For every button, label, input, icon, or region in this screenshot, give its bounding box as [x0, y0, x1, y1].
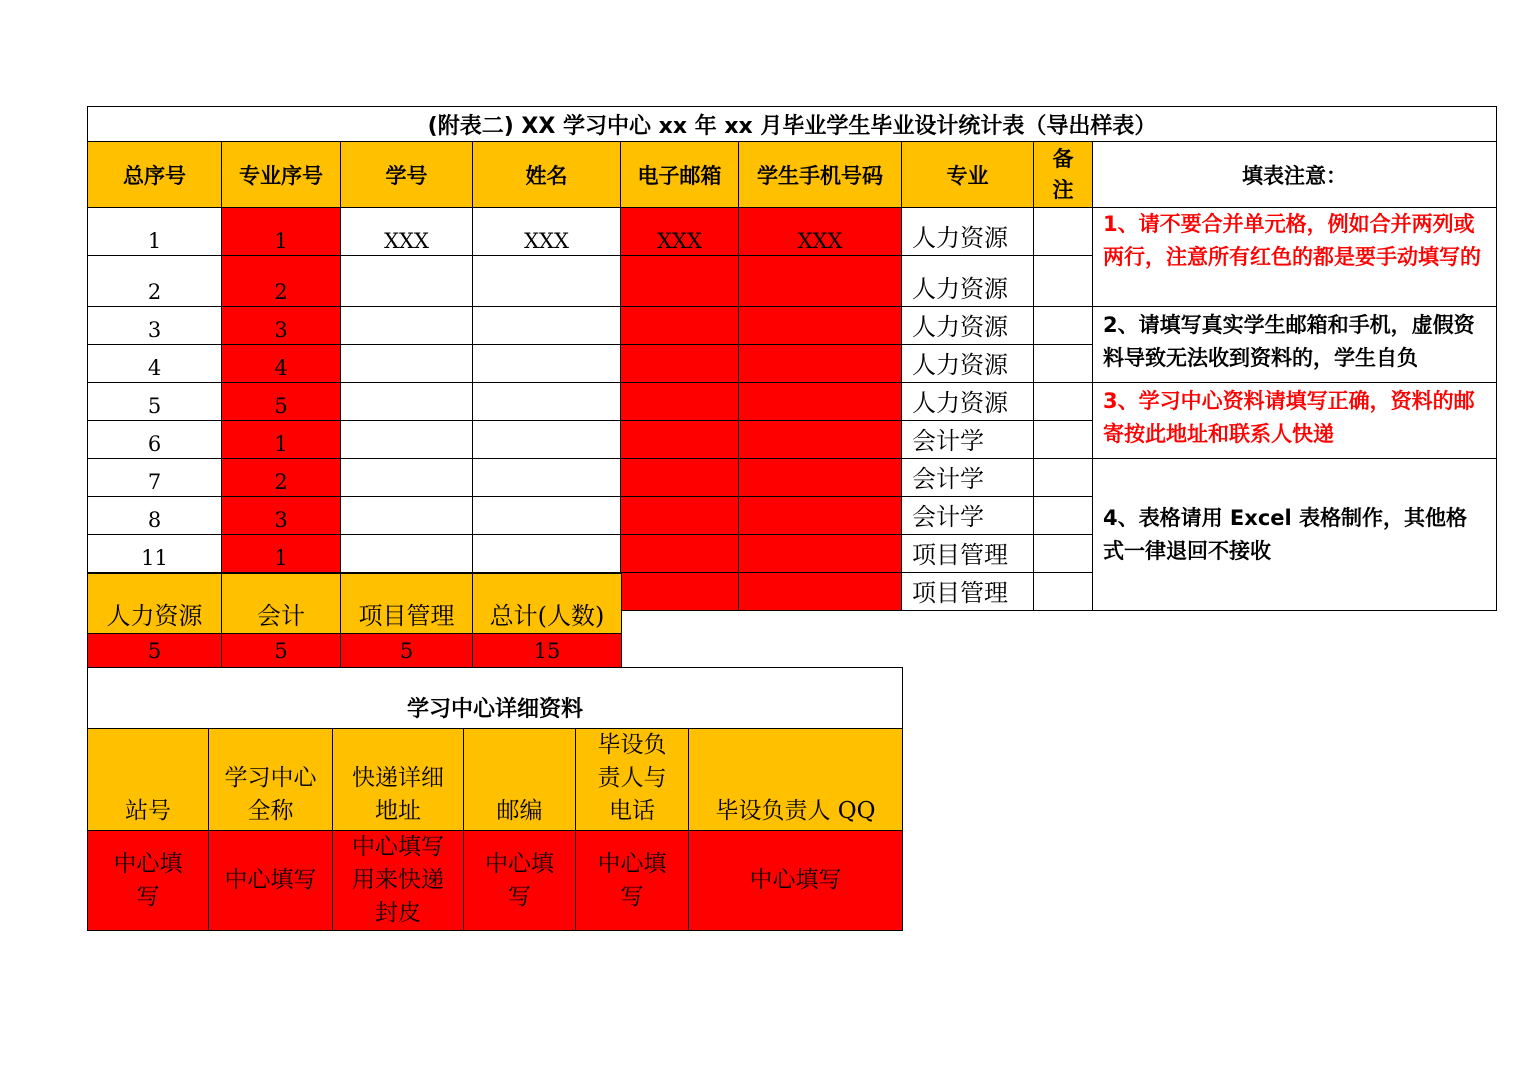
cell-student-id[interactable]	[341, 345, 473, 383]
header-email: 电子邮箱	[621, 142, 739, 208]
cell-remark[interactable]	[1034, 256, 1093, 307]
center-value-station[interactable]: 中心填写	[88, 831, 209, 931]
cell-phone[interactable]	[739, 256, 902, 307]
cell-phone[interactable]	[739, 307, 902, 345]
summary-label-accounting: 会计	[222, 574, 341, 634]
cell-major[interactable]: 项目管理	[902, 573, 1034, 611]
note-1: 1、请不要合并单元格，例如合并两列或两行，注意所有红色的都是要手动填写的	[1093, 208, 1497, 307]
cell-student-id[interactable]	[341, 307, 473, 345]
table-row	[88, 307, 1497, 345]
cell-remark[interactable]	[1034, 535, 1093, 573]
cell-name[interactable]	[473, 459, 621, 497]
cell-remark[interactable]	[1034, 208, 1093, 256]
cell-major[interactable]: 人力资源	[902, 383, 1034, 421]
cell-student-id[interactable]	[341, 535, 473, 573]
cell-student-id[interactable]	[341, 256, 473, 307]
note-2: 2、请填写真实学生邮箱和手机，虚假资料导致无法收到资料的，学生自负	[1093, 307, 1497, 383]
cell-major[interactable]: 会计学	[902, 459, 1034, 497]
cell-remark[interactable]	[1034, 459, 1093, 497]
summary-label-total: 总计(人数)	[473, 574, 622, 634]
center-header-contact: 毕设负责人与电话	[576, 729, 689, 831]
cell-remark[interactable]	[1034, 497, 1093, 535]
header-remark	[1034, 142, 1093, 208]
cell-seq[interactable]: 8	[88, 497, 222, 535]
cell-name[interactable]	[473, 307, 621, 345]
cell-seq[interactable]: 5	[88, 383, 222, 421]
cell-name[interactable]	[473, 497, 621, 535]
cell-email[interactable]	[621, 497, 739, 535]
cell-major-seq[interactable]: 1	[222, 421, 341, 459]
center-value-qq[interactable]: 中心填写	[689, 831, 903, 931]
cell-major[interactable]: 项目管理	[902, 535, 1034, 573]
cell-phone[interactable]	[739, 497, 902, 535]
cell-major[interactable]: 人力资源	[902, 256, 1034, 307]
cell-name[interactable]	[473, 345, 621, 383]
center-title: 学习中心详细资料	[88, 668, 903, 729]
summary-value-total[interactable]: 15	[473, 634, 622, 668]
cell-email[interactable]	[621, 535, 739, 573]
center-value-fullname[interactable]: 中心填写	[209, 831, 333, 931]
summary-value-pm[interactable]: 5	[341, 634, 473, 668]
cell-email[interactable]: XXX	[621, 208, 739, 256]
header-student-id: 学号	[341, 142, 473, 208]
cell-major-seq[interactable]: 3	[222, 307, 341, 345]
cell-phone[interactable]	[739, 421, 902, 459]
cell-major-seq[interactable]: 4	[222, 345, 341, 383]
cell-remark[interactable]	[1034, 345, 1093, 383]
cell-email[interactable]	[621, 573, 739, 611]
summary-table	[87, 573, 622, 668]
cell-seq[interactable]: 7	[88, 459, 222, 497]
table-row	[88, 459, 1497, 497]
cell-major-seq[interactable]: 5	[222, 383, 341, 421]
note-3: 3、学习中心资料请填写正确，资料的邮寄按此地址和联系人快递	[1093, 383, 1497, 459]
header-major: 专业	[902, 142, 1034, 208]
cell-phone[interactable]: XXX	[739, 208, 902, 256]
cell-email[interactable]	[621, 383, 739, 421]
page-title: (附表二) XX 学习中心 xx 年 xx 月毕业学生毕业设计统计表（导出样表）	[88, 107, 1497, 142]
center-header-postcode: 邮编	[464, 729, 576, 831]
cell-email[interactable]	[621, 459, 739, 497]
cell-name[interactable]	[473, 383, 621, 421]
cell-major-seq[interactable]: 3	[222, 497, 341, 535]
cell-name[interactable]: XXX	[473, 208, 621, 256]
cell-email[interactable]	[621, 421, 739, 459]
cell-major[interactable]: 人力资源	[902, 345, 1034, 383]
cell-phone[interactable]	[739, 345, 902, 383]
cell-student-id[interactable]	[341, 459, 473, 497]
table-row	[88, 383, 1497, 421]
summary-value-hr[interactable]: 5	[88, 634, 222, 668]
header-phone: 学生手机号码	[739, 142, 902, 208]
cell-student-id[interactable]	[341, 383, 473, 421]
cell-email[interactable]	[621, 256, 739, 307]
cell-student-id[interactable]	[341, 497, 473, 535]
cell-seq[interactable]: 11	[88, 535, 222, 573]
cell-major[interactable]: 会计学	[902, 497, 1034, 535]
stats-table	[87, 106, 1497, 611]
cell-name[interactable]	[473, 256, 621, 307]
summary-value-accounting[interactable]: 5	[222, 634, 341, 668]
cell-student-id[interactable]	[341, 421, 473, 459]
header-notes: 填表注意：	[1093, 142, 1497, 208]
cell-major-seq[interactable]: 2	[222, 256, 341, 307]
cell-remark[interactable]	[1034, 307, 1093, 345]
cell-email[interactable]	[621, 345, 739, 383]
center-header-qq: 毕设负责人 QQ	[689, 729, 903, 831]
cell-phone[interactable]	[739, 383, 902, 421]
cell-email[interactable]	[621, 307, 739, 345]
cell-phone[interactable]	[739, 573, 902, 611]
cell-seq[interactable]: 2	[88, 256, 222, 307]
table-row	[88, 208, 1497, 256]
header-seq: 总序号	[88, 142, 222, 208]
cell-major-seq[interactable]: 1	[222, 535, 341, 573]
header-name: 姓名	[473, 142, 621, 208]
cell-name[interactable]	[473, 535, 621, 573]
cell-phone[interactable]	[739, 535, 902, 573]
header-remark-line1: 备	[1052, 146, 1074, 171]
cell-major[interactable]: 人力资源	[902, 307, 1034, 345]
cell-seq[interactable]: 1	[88, 208, 222, 256]
summary-label-pm: 项目管理	[341, 574, 473, 634]
summary-label-hr: 人力资源	[88, 574, 222, 634]
cell-seq[interactable]: 3	[88, 307, 222, 345]
cell-seq[interactable]: 6	[88, 421, 222, 459]
center-value-contact[interactable]: 中心填写	[576, 831, 689, 931]
center-header-station: 站号	[88, 729, 209, 831]
header-major-seq: 专业序号	[222, 142, 341, 208]
center-value-address[interactable]: 中心填写用来快递封皮	[333, 831, 464, 931]
cell-major-seq[interactable]: 1	[222, 208, 341, 256]
header-remark-line2: 注	[1052, 177, 1074, 202]
cell-major[interactable]: 会计学	[902, 421, 1034, 459]
cell-phone[interactable]	[739, 459, 902, 497]
cell-remark[interactable]	[1034, 383, 1093, 421]
cell-student-id[interactable]: XXX	[341, 208, 473, 256]
center-value-postcode[interactable]: 中心填写	[464, 831, 576, 931]
cell-name[interactable]	[473, 421, 621, 459]
cell-seq[interactable]: 4	[88, 345, 222, 383]
cell-major[interactable]: 人力资源	[902, 208, 1034, 256]
center-header-fullname: 学习中心全称	[209, 729, 333, 831]
cell-remark[interactable]	[1034, 573, 1093, 611]
cell-major-seq[interactable]: 2	[222, 459, 341, 497]
center-header-address: 快递详细地址	[333, 729, 464, 831]
center-table	[87, 667, 903, 931]
note-4: 4、表格请用 Excel 表格制作，其他格式一律退回不接收	[1093, 459, 1497, 611]
cell-remark[interactable]	[1034, 421, 1093, 459]
